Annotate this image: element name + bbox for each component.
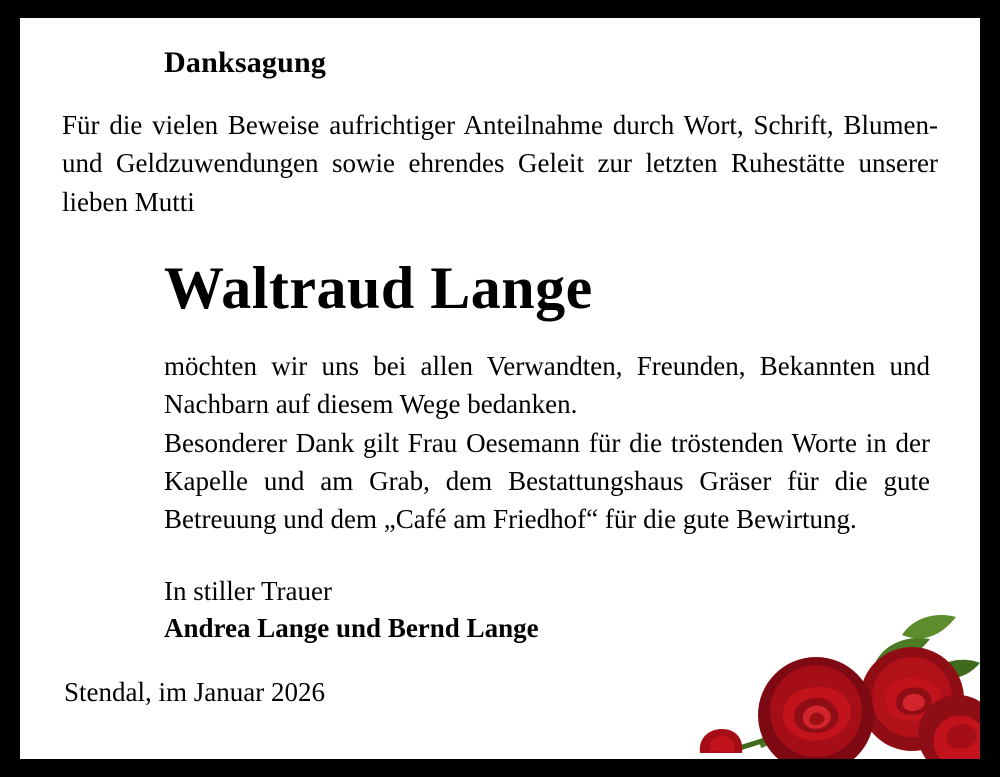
notice-heading: Danksagung [164,46,327,79]
notice-paragraph-2: Besonderer Dank gilt Frau Oesemann für die tröstenden Worte in der Kapelle und am Grab, dem Bestattungshaus Gräser für die gute Betreuung und dem „Café am Friedhof“ für die gute Bewirtung. [164,427,930,535]
signers: Andrea Lange und Bernd Lange [164,612,539,643]
mourning-block [164,573,948,648]
notice-intro-text: Für die vielen Beweise aufrichtiger Anteilnahme durch Wort, Schrift, Blumen- und Geldzuwendungen sowie ehrendes Geleit zur letzten Ruhestätte unserer lieben Mutti [62,110,938,217]
place-and-date: Stendal, im Januar 2026 [64,677,325,708]
mourning-label: In stiller Trauer [164,575,332,606]
deceased-name: Waltraud Lange [164,254,593,321]
notice-content [20,18,980,708]
notice-body [164,347,930,539]
notice-inner-panel [20,18,980,759]
notice-paragraph-1: möchten wir uns bei allen Verwandten, Freunden, Bekannten und Nachbarn auf diesem Wege bedanken. [164,350,930,420]
